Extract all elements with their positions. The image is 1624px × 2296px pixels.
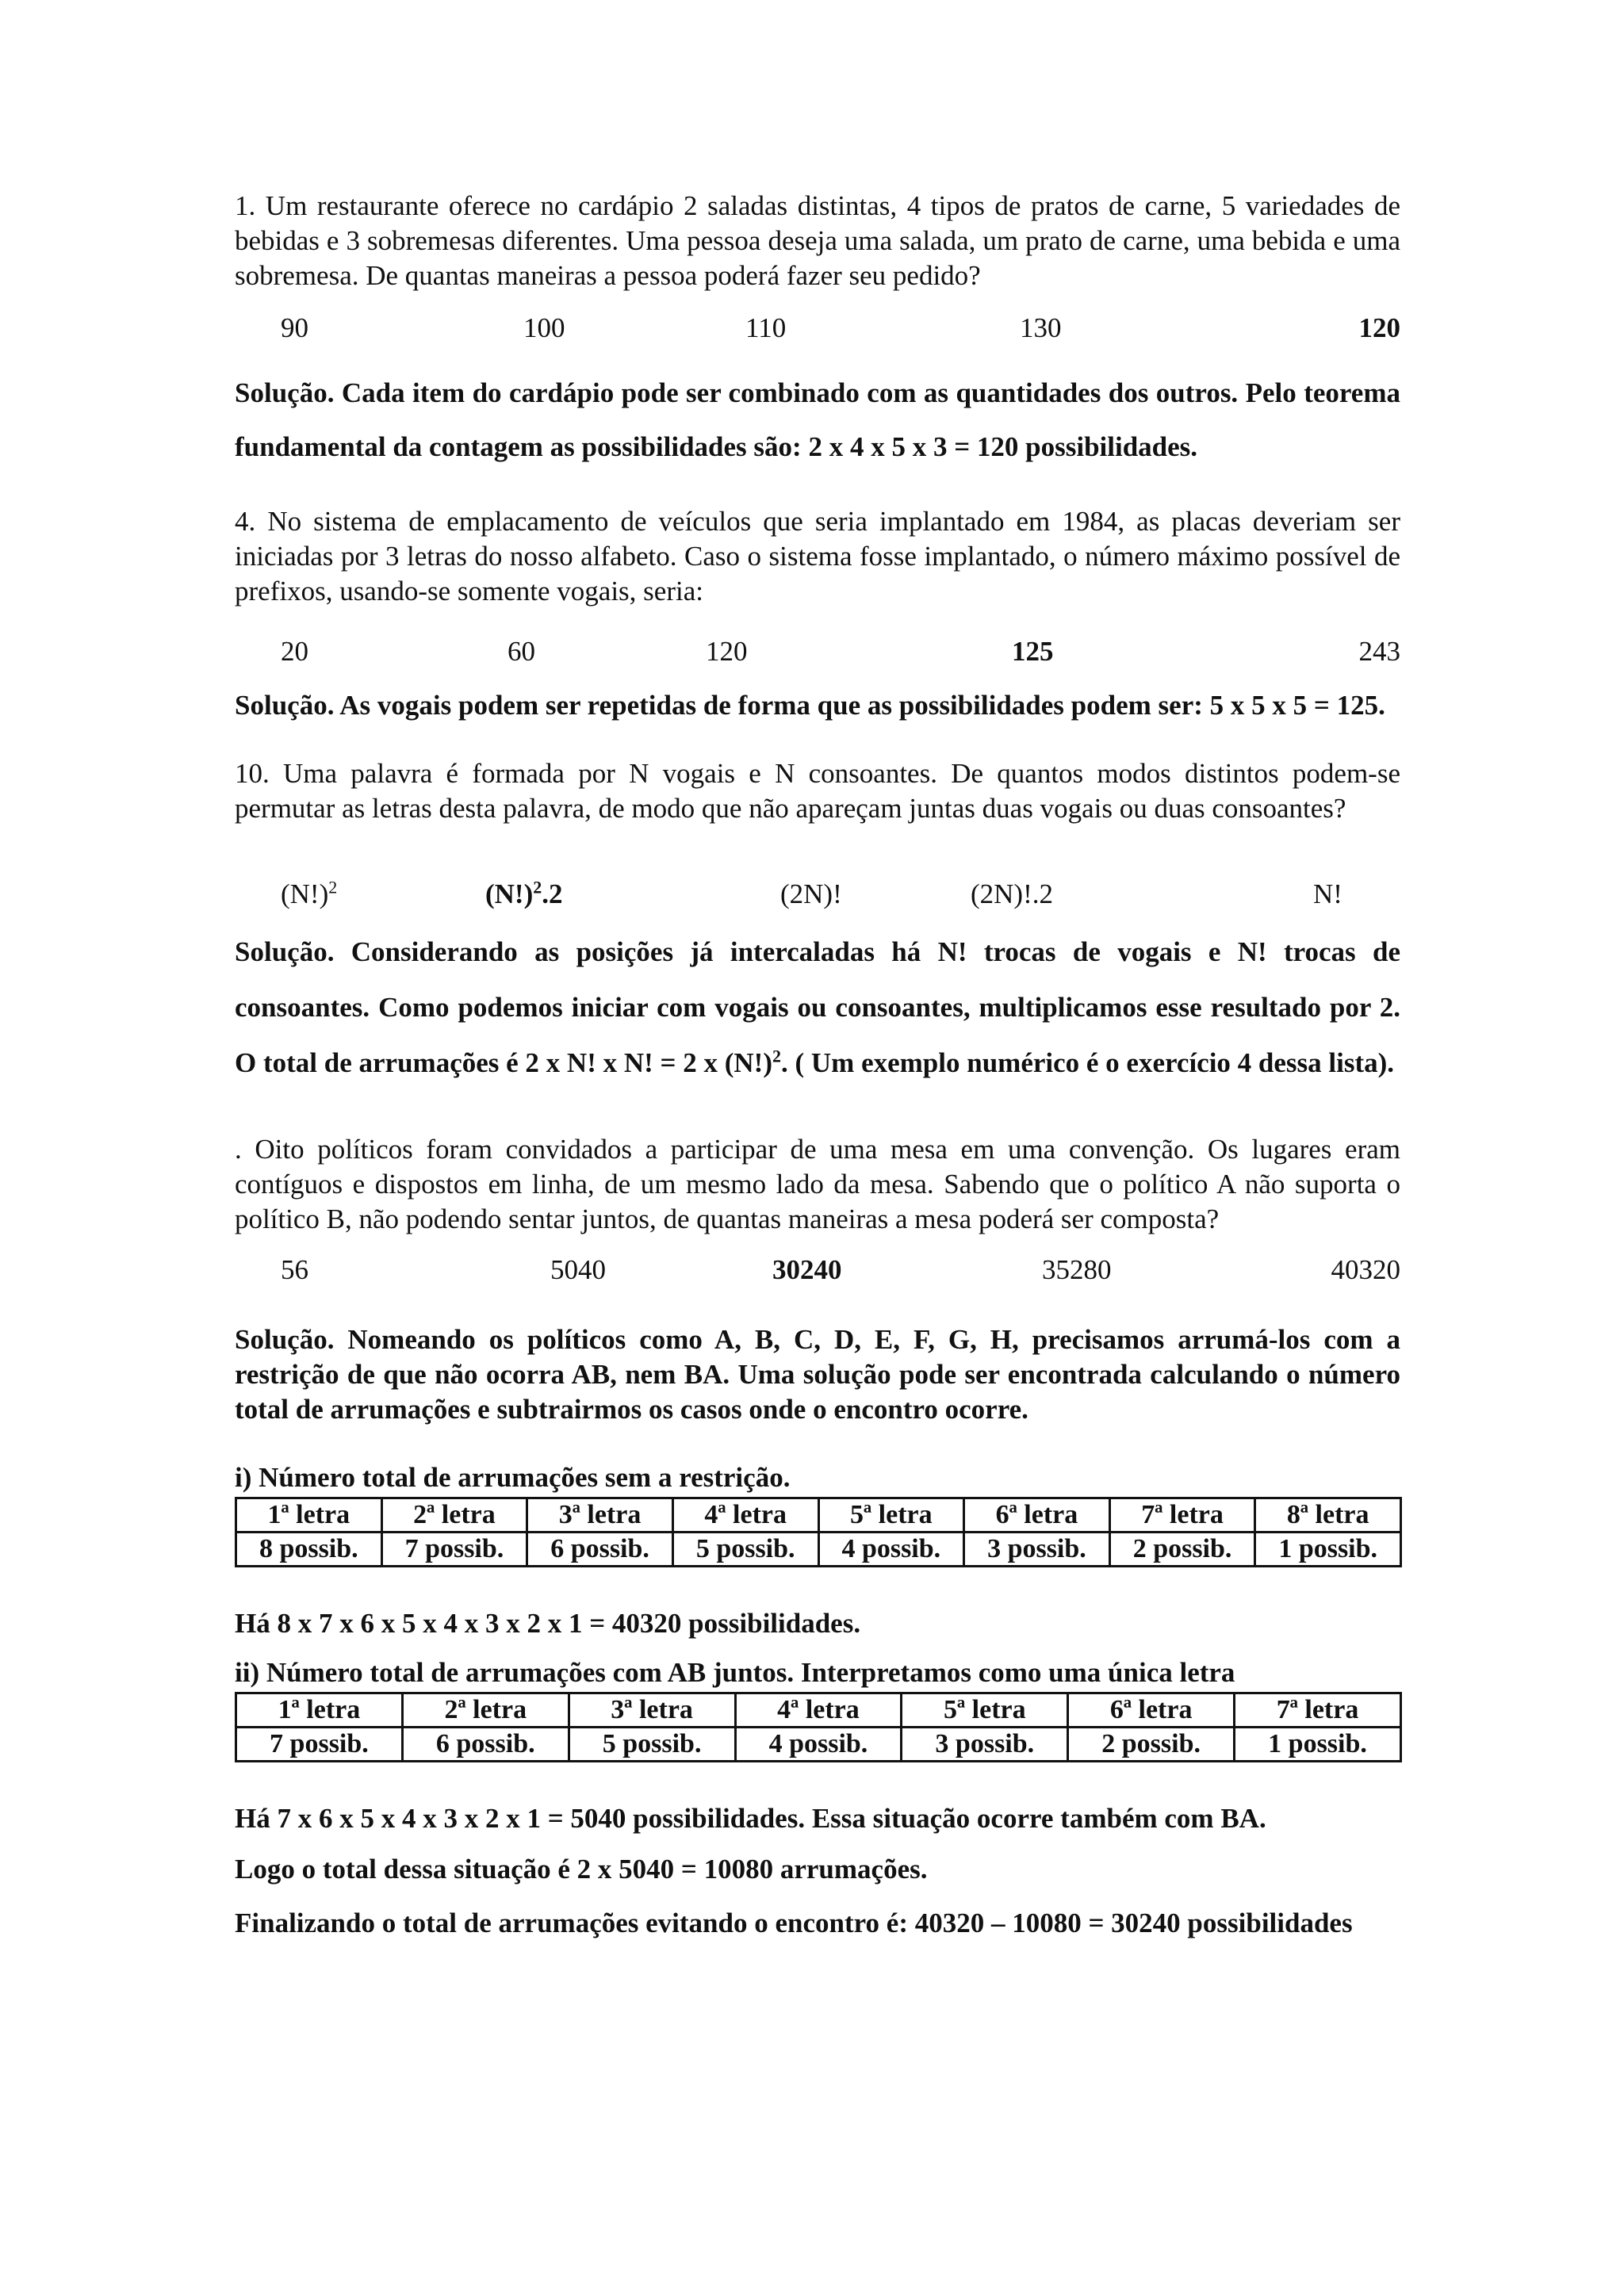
table-header-cell: 6ª letra	[964, 1498, 1110, 1533]
table-row	[236, 1728, 1401, 1762]
correct-option: $(N!)^2.2$	[485, 877, 563, 909]
part-2-title: ii) Número total de arrumações com AB juntos. Interpretamos como uma única letra	[235, 1657, 1235, 1688]
table-header-cell: 5ª letra	[818, 1498, 964, 1533]
table-cell: 4 possib.	[818, 1533, 964, 1567]
table-header-cell: 4ª letra	[672, 1498, 818, 1533]
table-row	[236, 1693, 1401, 1728]
option: 56	[281, 1254, 308, 1285]
table-cell: 4 possib.	[735, 1728, 902, 1762]
option: 110	[745, 312, 787, 343]
question-1-options	[235, 311, 1400, 349]
option: 20	[281, 636, 308, 667]
table-cell: 5 possib.	[569, 1728, 735, 1762]
table-header-cell: 7ª letra	[1235, 1693, 1401, 1728]
option: 130	[1020, 312, 1062, 343]
table-1	[235, 1497, 1402, 1567]
option: 90	[281, 312, 308, 343]
final-answer: Finalizando o total de arrumações evitando o encontro é: 40320 – 10080 = 30240 possibilidades	[235, 1908, 1353, 1938]
question-4-solution: Solução. As vogais podem ser repetidas de forma que as possibilidades podem ser: 5 x 5 x 5 = 125.	[235, 690, 1385, 721]
table-header-cell: 3ª letra	[569, 1693, 735, 1728]
question-10-text: 10. Uma palavra é formada por N vogais e N consoantes. De quantos modos distintos podem-se permutar as letras desta palavra, de modo que não apareçam juntas duas vogais ou duas consoantes?	[235, 758, 1400, 824]
table-2	[235, 1692, 1402, 1762]
option: (2N)!	[780, 878, 842, 909]
table-cell: 8 possib.	[236, 1533, 382, 1567]
table-cell: 5 possib.	[672, 1533, 818, 1567]
option: 60	[508, 636, 535, 667]
correct-option: 30240	[772, 1254, 842, 1285]
table-header-cell: 2ª letra	[381, 1498, 527, 1533]
option: 35280	[1042, 1254, 1112, 1285]
option: (2N)!.2	[971, 878, 1053, 909]
question-1-solution: Solução. Cada item do cardápio pode ser combinado com as quantidades dos outros. Pelo teorema fundamental da contagem as possibilidades são: 2 x 4 x 5 x 3 = 120 possibilidades.	[235, 377, 1400, 462]
table-header-cell: 2ª letra	[402, 1693, 569, 1728]
table-header-cell: 1ª letra	[236, 1498, 382, 1533]
correct-option: 125	[1012, 636, 1054, 667]
question-politicos-solution: Solução. Nomeando os políticos como A, B, C, D, E, F, G, H, precisamos arrumá-los com a restrição de que não ocorra AB, nem BA. Uma solução pode ser encontrada calculando o número total de arrumações e subtrairmos os casos onde o encontro ocorre.	[235, 1324, 1400, 1425]
table-cell: 1 possib.	[1235, 1728, 1401, 1762]
table-cell: 7 possib.	[381, 1533, 527, 1567]
option: 120	[706, 636, 748, 667]
table-row	[236, 1533, 1401, 1567]
option: 100	[523, 312, 565, 343]
table-header-cell: 4ª letra	[735, 1693, 902, 1728]
part-2-result: Há 7 x 6 x 5 x 4 x 3 x 2 x 1 = 5040 possibilidades. Essa situação ocorre também com BA.	[235, 1803, 1266, 1834]
option: 40320	[1331, 1254, 1400, 1285]
table-row	[236, 1498, 1401, 1533]
option: N!	[1313, 878, 1342, 909]
part-1-title: i) Número total de arrumações sem a restrição.	[235, 1462, 791, 1493]
question-1-text: 1. Um restaurante oferece no cardápio 2 saladas distintas, 4 tipos de pratos de carne, 5 variedades de bebidas e 3 sobremesas diferentes. Uma pessoa deseja uma salada, um prato de carne, uma bebida e uma sobremesa. De quantas maneiras a pessoa poderá fazer seu pedido?	[235, 190, 1400, 291]
question-politicos-options	[235, 1253, 1400, 1291]
table-cell: 1 possib.	[1255, 1533, 1401, 1567]
table-header-cell: 1ª letra	[236, 1693, 403, 1728]
table-cell: 6 possib.	[527, 1533, 673, 1567]
table-header-cell: 6ª letra	[1068, 1693, 1235, 1728]
table-header-cell: 8ª letra	[1255, 1498, 1401, 1533]
table-header-cell: 7ª letra	[1109, 1498, 1255, 1533]
correct-option: 120	[1358, 312, 1400, 343]
part-2-total: Logo o total dessa situação é 2 x 5040 = 10080 arrumações.	[235, 1854, 928, 1885]
table-cell: 3 possib.	[902, 1728, 1068, 1762]
table-cell: 7 possib.	[236, 1728, 403, 1762]
option: 243	[1358, 636, 1400, 667]
table-cell: 3 possib.	[964, 1533, 1110, 1567]
question-politicos-text: . Oito políticos foram convidados a participar de uma mesa em uma convenção. Os lugares eram contíguos e dispostos em linha, de um mesmo lado da mesa. Sabendo que o político A não suporta o político B, não podendo sentar juntos, de quantas maneiras a mesa poderá ser composta?	[235, 1134, 1400, 1234]
option: 5040	[550, 1254, 606, 1285]
question-10-solution: Solução. Considerando as posições já intercaladas há N! trocas de vogais e N! trocas de consoantes. Como podemos iniciar com vogais ou consoantes, multiplicamos esse resultado por 2. O total de arrumações é 2 x N! x N! = 2 x $(N!)^2$. ( Um exemplo numérico é o exercício 4 dessa lista).	[235, 936, 1400, 1078]
table-cell: 6 possib.	[402, 1728, 569, 1762]
question-4-options	[235, 634, 1400, 672]
question-4-text: 4. No sistema de emplacamento de veículos que seria implantado em 1984, as placas deveriam ser iniciadas por 3 letras do nosso alfabeto. Caso o sistema fosse implantado, o número máximo possível de prefixos, usando-se somente vogais, seria:	[235, 506, 1400, 607]
option: $(N!)^2$	[281, 877, 338, 909]
part-1-result: Há 8 x 7 x 6 x 5 x 4 x 3 x 2 x 1 = 40320 possibilidades.	[235, 1608, 861, 1639]
table-header-cell: 3ª letra	[527, 1498, 673, 1533]
table-header-cell: 5ª letra	[902, 1693, 1068, 1728]
table-cell: 2 possib.	[1068, 1728, 1235, 1762]
question-10-options	[235, 877, 1400, 915]
table-cell: 2 possib.	[1109, 1533, 1255, 1567]
